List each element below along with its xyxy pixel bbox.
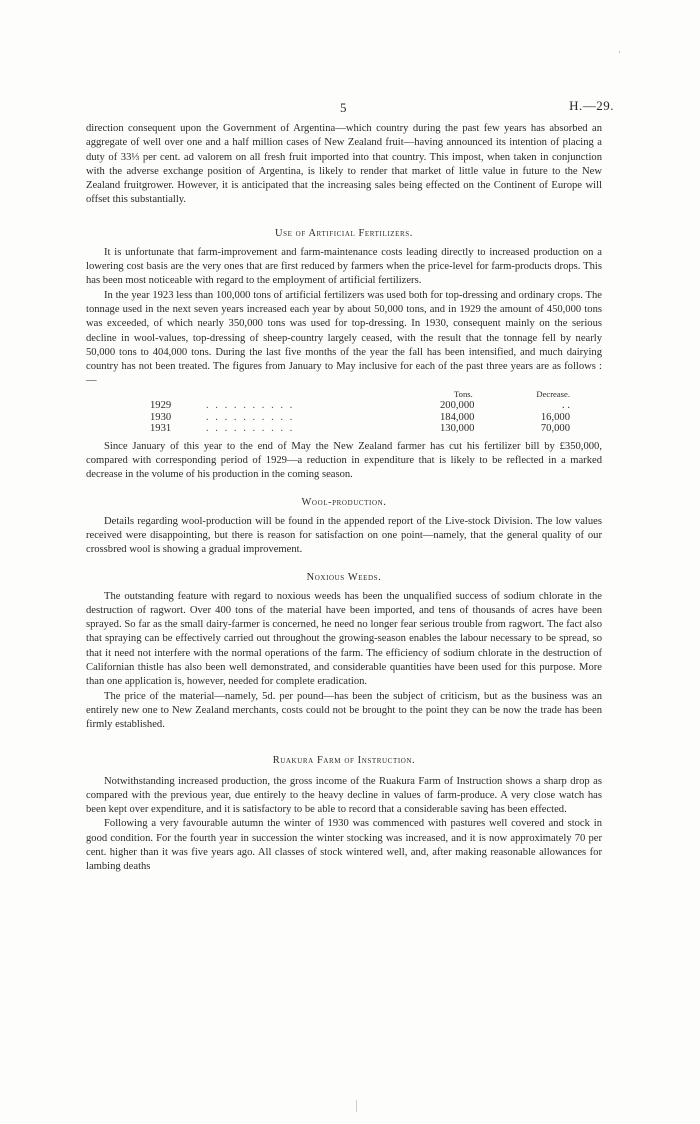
page-number: 5 bbox=[340, 100, 347, 115]
column-header-tons: Tons. bbox=[454, 388, 473, 399]
heading-noxious-weeds: Noxious Weeds. bbox=[306, 571, 382, 583]
fertilizers-paragraph-1: It is unfortunate that farm-improvement and farm-maintenance costs leading directly to increased production on a lowering cost basis are the very ones that are first reduced by farmers when the price-level for farm-products drops. This has been most noticeable with regard to the employment of artificial fertilizers. bbox=[86, 246, 602, 287]
fertilizer-table bbox=[150, 389, 590, 435]
row-tons: 184,000 bbox=[440, 411, 475, 423]
row-year: 1930 bbox=[150, 411, 172, 423]
heading-artificial-fertilizers: Use of Artificial Fertilizers. bbox=[275, 227, 413, 239]
heading-ruakura-farm: Ruakura Farm of Instruction. bbox=[272, 754, 416, 766]
weeds-paragraph-1: The outstanding feature with regard to noxious weeds has been the unqualified success of sodium chlorate in the destruction of ragwort. Over 400 tons of the material have been imported, and tens of thousands of acres have been sprayed. So far as the small dairy-farmer is concerned, he need no longer fear serious trouble from ragwort. The fact also that spraying can be effectively carried out throughout the growing-season enables the labour necessary to be spread, so that it need not interfere with the normal operations of the farm. The efficiency of sodium chlorate in the destruction of Californian thistle has also been well demonstrated, and considerable quantities have been used for this purpose. More than one application is, however, needed for complete eradication. bbox=[86, 590, 602, 688]
fertilizers-paragraph-2: In the year 1923 less than 100,000 tons of artificial fertilizers was used both for top-dressing and ordinary crops. The tonnage used in the next seven years increased each year by about 50,000 tons, and in 1929 the amount of 450,000 tons was exceeded, of which nearly 350,000 tons was used for top-dressing. In 1930, consequent mainly on the serious decline in wool-values, top-dressing of sheep-country largely ceased, with the result that the tonnage fell by nearly 50,000 tons to 404,000 tons. During the last five months of the year the fall has been intensified, and much dairying country has not been treated. The figures from January to May inclusive for each of the past three years are as follows :— bbox=[86, 289, 602, 387]
row-leader-dots: . . . . . . . . . . bbox=[206, 411, 295, 423]
row-leader-dots: . . . . . . . . . . bbox=[206, 400, 295, 412]
row-decrease: 16,000 bbox=[540, 411, 570, 423]
scan-artifact-line bbox=[356, 1100, 357, 1112]
fertilizers-paragraph-3: Since January of this year to the end of May the New Zealand farmer has cut his fertilizer bill by £350,000, compared with corresponding period of 1929—a reduction in expenditure that is likely to be reflected in a marked decrease in the volume of his production in the coming season. bbox=[86, 440, 602, 481]
table-row bbox=[150, 400, 590, 412]
row-year: 1929 bbox=[150, 400, 172, 412]
page-header bbox=[86, 94, 614, 122]
table-row bbox=[150, 423, 590, 435]
row-tons: 200,000 bbox=[440, 400, 475, 412]
row-leader-dots: . . . . . . . . . . bbox=[206, 423, 295, 435]
ruakura-paragraph-2: Following a very favourable autumn the winter of 1930 was commenced with pastures well covered and stock in good condition. For the fourth year in succession the winter stocking was increased, and it is now approximately 70 per cent. higher than it was five years ago. All classes of stock wintered well, and, after making reasonable allowances for lambing deaths bbox=[86, 818, 602, 873]
table-header-row bbox=[150, 389, 590, 401]
row-tons: 130,000 bbox=[440, 423, 475, 435]
weeds-paragraph-2: The price of the material—namely, 5d. per pound—has been the subject of criticism, but as the business was an entirely new one to New Zealand merchants, costs could not be brought to the point they can be now the trade has been firmly established. bbox=[86, 690, 602, 731]
wool-paragraph-1: Details regarding wool-production will be found in the appended report of the Live-stock Division. The low values received were disappointing, but there is reason for satisfaction on one point—namely, that the general quality of our crossbred wool is showing a gradual improvement. bbox=[86, 515, 602, 556]
document-reference: H.—29. bbox=[569, 98, 614, 113]
scan-speck: · bbox=[618, 48, 621, 57]
ruakura-paragraph-1: Notwithstanding increased production, the gross income of the Ruakura Farm of Instruction shows a sharp drop as compared with the previous year, due entirely to the heavy decline in values of farm-produce. A very close watch has been kept over expenditure, and it is satisfactory to be able to record that a considerable saving has been effected. bbox=[86, 775, 602, 816]
document-page bbox=[86, 94, 614, 875]
table-row bbox=[150, 412, 590, 424]
column-header-decrease: Decrease. bbox=[536, 388, 570, 399]
heading-wool-production: Wool-production. bbox=[301, 496, 387, 508]
row-decrease: 70,000 bbox=[540, 423, 570, 435]
intro-paragraph: direction consequent upon the Government of Argentina—which country during the past few years has absorbed an aggregate of well over one and a half million cases of New Zealand fruit—having announced its intention of placing a duty of 33⅓ per cent. ad valorem on all fresh fruit imported into that country. This impost, when taken in conjunction with the adverse exchange position of Argentina, is likely to render that market of little value in future to the New Zealand fruitgrower. However, it is anticipated that the increasing sales being effected on the Continent of Europe will offset this substantially. bbox=[86, 123, 602, 206]
row-year: 1931 bbox=[150, 423, 172, 435]
row-decrease: . . bbox=[562, 400, 570, 412]
